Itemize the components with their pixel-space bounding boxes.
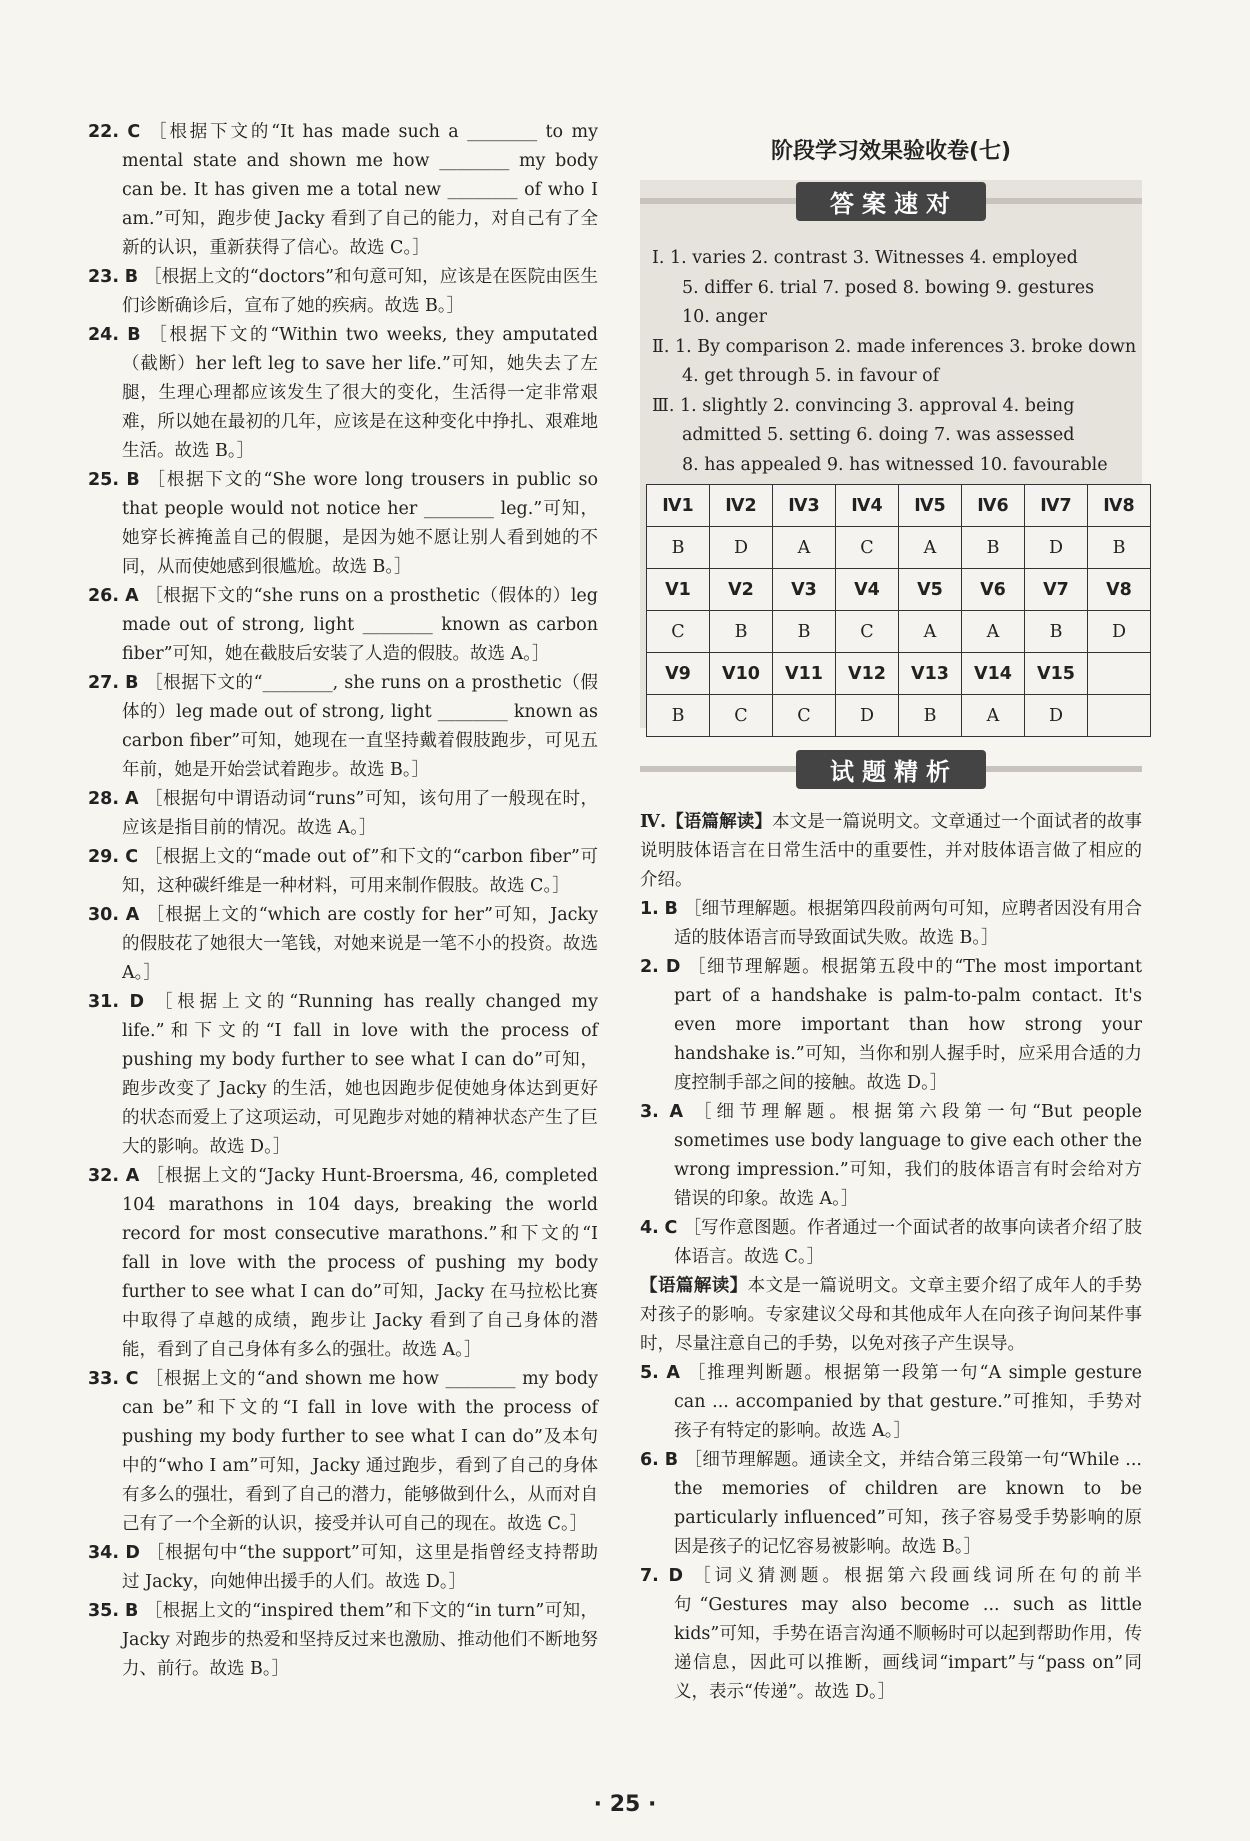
answer-item (88, 1162, 598, 1365)
item-number: 27. (88, 673, 120, 693)
item-explanation: ［根据下文的“It has made such a ________ to my mental state and shown me how ________ my body can be. It has given me a total new ________ of who I am.”可知，跑步使 Jacky 看到了自己的能力，对自己有了全新的认识，重新获得了信心。故选 C。］ (122, 122, 598, 258)
answer-item (88, 988, 598, 1162)
item-answer: A (125, 905, 140, 925)
item-explanation: ［根据句中“the support”可知，这里是指曾经支持帮助过 Jacky，向她伸出援手的人们。故选 D。］ (122, 1543, 598, 1592)
answer-line: Ⅲ. 1. slightly 2. convincing 3. approval 4. being (652, 395, 1075, 416)
grid-answer: B (710, 611, 773, 653)
grid-question: Ⅳ4 (836, 485, 899, 527)
answer-item (88, 669, 598, 785)
banner-answers-label: 答案速对 (796, 182, 986, 221)
item-number: 7. (640, 1566, 659, 1586)
item-answer: A (125, 1166, 140, 1186)
item-answer: A (666, 1363, 680, 1383)
answer-line: admitted 5. setting 6. doing 7. was assessed (682, 425, 1075, 445)
grid-question (1088, 653, 1151, 695)
item-number: 1. (640, 899, 659, 919)
item-number: 24. (88, 325, 120, 345)
answer-item (640, 1098, 1142, 1214)
grid-answer: D (1088, 611, 1151, 653)
item-answer: B (127, 325, 141, 345)
item-answer: C (125, 847, 139, 867)
item-explanation: ［根据下文的“Within two weeks, they amputated（截断）her left leg to save her life.”可知，她失去了左腿，生理心理都应该发生了很大的变化，生活得一定非常艰难，所以她在最初的几年，应该是在这种变化中挣扎、艰难地生活。故选 B。］ (122, 325, 598, 461)
answer-item (88, 582, 598, 669)
grid-question: Ⅴ8 (1088, 569, 1151, 611)
grid-answer: A (899, 527, 962, 569)
grid-answer: D (836, 695, 899, 737)
item-answer: C (664, 1218, 678, 1238)
item-explanation: ［细节理解题。根据第五段中的“The most important part of a handshake is palm-to-palm contact. It's even more important than how strong your handshake is.”可知，当你和别人握手时，应采用合适的力度控制手部之间的接触。故选 D。］ (674, 957, 1142, 1093)
answer-line: Ⅱ. 1. By comparison 2. made inferences 3. broke down (652, 336, 1137, 357)
grid-question: Ⅴ2 (710, 569, 773, 611)
grid-answer: D (1025, 527, 1088, 569)
answer-item (88, 843, 598, 901)
item-explanation: ［根据下文的“she runs on a prosthetic（假体的）leg made out of strong, light ________ known as carbon fiber”可知，她在截肢后安装了人造的假肢。故选 A。］ (122, 586, 598, 664)
passage-summary (640, 1272, 1142, 1359)
item-number: 2. (640, 957, 659, 977)
grid-question: Ⅳ3 (773, 485, 836, 527)
grid-answer: C (647, 611, 710, 653)
passage-tag: 【语篇解读】 (640, 1276, 748, 1296)
item-number: 25. (88, 470, 120, 490)
item-number: 22. (88, 122, 120, 142)
answer-item (640, 1446, 1142, 1562)
item-explanation: ［根据下文的“She wore long trousers in public so that people would not notice her ________ leg.”可知，她穿长裤掩盖自己的假腿，是因为她不愿让别人看到她的不同，从而使她感到很尴尬。故选 B。］ (122, 470, 598, 577)
grid-question: Ⅳ1 (647, 485, 710, 527)
grid-question: Ⅳ6 (962, 485, 1025, 527)
grid-answer: B (1088, 527, 1151, 569)
item-answer: B (126, 470, 140, 490)
item-explanation: ［细节理解题。根据第四段前两句可知，应聘者因没有用合适的肢体语言而导致面试失败。故选 B。］ (674, 899, 1142, 948)
item-answer: B (124, 1601, 139, 1621)
answer-line: 8. has appealed 9. has witnessed 10. favourable (682, 454, 1108, 475)
banner-analysis-label: 试题精析 (796, 750, 986, 789)
grid-question: Ⅴ4 (836, 569, 899, 611)
answer-item (88, 263, 598, 321)
item-explanation: ［写作意图题。作者通过一个面试者的故事向读者介绍了肢体语言。故选 C。］ (674, 1218, 1142, 1267)
item-answer: C (127, 122, 141, 142)
grid-answer: B (1025, 611, 1088, 653)
grid-question: Ⅴ5 (899, 569, 962, 611)
grid-question: Ⅴ15 (1025, 653, 1088, 695)
right-column (640, 808, 1142, 1707)
item-answer: B (664, 1450, 679, 1470)
item-explanation: ［词义猜测题。根据第六段画线词所在句的前半句“Gestures may also become ... such as little kids”可知，手势在语言沟通不顺畅时可以起到帮助作用，传递信息，因此可以推断，画线词“impart”与“pass on”同义，表示“传递”。故选 D。］ (674, 1566, 1142, 1702)
answer-line: 10. anger (682, 307, 768, 327)
grid-answer: C (836, 527, 899, 569)
grid-question: Ⅴ1 (647, 569, 710, 611)
grid-question: Ⅴ10 (710, 653, 773, 695)
grid-answer: A (962, 695, 1025, 737)
answer-item (88, 466, 598, 582)
answer-item (88, 901, 598, 988)
answer-item (88, 321, 598, 466)
item-explanation: ［根据下文的“________, she runs on a prosthetic（假体的）leg made out of strong, light ________ known as carbon fiber”可知，她现在一直坚持戴着假肢跑步，可见五年前，她是开始尝试着跑步。故选 B。］ (122, 673, 598, 780)
answer-grid (646, 484, 1151, 737)
page-title: 阶段学习效果验收卷(七) (770, 139, 1012, 164)
item-number: 34. (88, 1543, 120, 1563)
grid-answer: A (899, 611, 962, 653)
grid-question: Ⅳ2 (710, 485, 773, 527)
grid-answer: C (773, 695, 836, 737)
answer-item (88, 1365, 598, 1539)
answer-item (88, 118, 598, 263)
answer-item (640, 1562, 1142, 1707)
answer-line: 5. differ 6. trial 7. posed 8. bowing 9. gestures (682, 277, 1095, 298)
item-answer: B (125, 673, 139, 693)
item-answer: D (125, 1543, 140, 1563)
banner-analysis (640, 752, 1142, 786)
item-number: 4. (640, 1218, 659, 1238)
answer-line: 4. get through 5. in favour of (682, 366, 940, 386)
grid-question: Ⅴ9 (647, 653, 710, 695)
page-number: · 25 · (593, 1792, 657, 1817)
grid-answer: C (836, 611, 899, 653)
item-explanation: ［根据上文的“inspired them”和下文的“in turn”可知，Jacky 对跑步的热爱和坚持反过来也激励、推动他们不断地努力、前行。故选 B。］ (122, 1601, 598, 1679)
item-number: 33. (88, 1369, 120, 1389)
answer-item (88, 785, 598, 843)
item-number: 29. (88, 847, 120, 867)
item-answer: D (668, 1566, 683, 1586)
item-number: 31. (88, 992, 120, 1012)
item-answer: B (664, 899, 678, 919)
answer-item (640, 895, 1142, 953)
grid-question: Ⅴ6 (962, 569, 1025, 611)
item-number: 3. (640, 1102, 659, 1122)
item-answer: D (129, 992, 144, 1012)
item-number: 5. (640, 1363, 659, 1383)
grid-question: Ⅴ12 (836, 653, 899, 695)
item-explanation: ［根据上文的“made out of”和下文的“carbon fiber”可知，这种碳纤维是一种材料，可用来制作假肢。故选 C。］ (122, 847, 598, 896)
grid-answer: C (710, 695, 773, 737)
answer-line: Ⅰ. 1. varies 2. contrast 3. Witnesses 4. employed (652, 248, 1078, 268)
passage-tag: Ⅳ.【语篇解读】 (640, 812, 772, 832)
item-explanation: ［根据上文的“which are costly for her”可知，Jacky 的假肢花了她很大一笔钱，对她来说是一笔不小的投资。故选 A。］ (122, 905, 598, 983)
grid-answer: B (773, 611, 836, 653)
passage-text: 本文是一篇说明文。文章主要介绍了成年人的手势对孩子的影响。专家建议父母和其他成年人在向孩子询问某件事时，尽量注意自己的手势，以免对孩子产生误导。 (640, 1276, 1143, 1354)
answer-item (640, 953, 1142, 1098)
answer-lines (652, 244, 1142, 480)
item-explanation: ［细节理解题。通读全文，并结合第三段第一句“While ... the memories of children are known to be particularly influenced”可知，孩子容易受手势影响的原因是孩子的记忆容易被影响。故选 B。］ (674, 1450, 1142, 1557)
item-explanation: ［细节理解题。根据第六段第一句“But people sometimes use body language to give each other the wrong impression.”可知，我们的肢体语言有时会给对方错误的印象。故选 A。］ (674, 1102, 1142, 1209)
passage-text: 本文是一篇说明文。文章通过一个面试者的故事说明肢体语言在日常生活中的重要性，并对肢体语言做了相应的介绍。 (640, 812, 1143, 890)
grid-answer: B (899, 695, 962, 737)
grid-question: Ⅳ8 (1088, 485, 1151, 527)
grid-answer: B (962, 527, 1025, 569)
grid-answer (1088, 695, 1151, 737)
grid-answer: A (962, 611, 1025, 653)
answer-item (88, 1539, 598, 1597)
passage-summary (640, 808, 1142, 895)
grid-answer: B (647, 527, 710, 569)
grid-question: Ⅳ5 (899, 485, 962, 527)
grid-question: Ⅴ11 (773, 653, 836, 695)
grid-question: Ⅴ14 (962, 653, 1025, 695)
grid-question: Ⅴ7 (1025, 569, 1088, 611)
item-explanation: ［根据上文的“doctors”和句意可知，应该是在医院由医生们诊断确诊后，宣布了她的疾病。故选 B。］ (122, 267, 598, 316)
item-explanation: ［根据上文的“and shown me how ________ my body can be”和下文的“I fall in love with the process of pushing my body further to see what I can do”及本句中的“who I am”可知，Jacky 通过跑步，看到了自己的身体有多么的强壮，看到了自己的潜力，能够做到什么，从而对自己有了一个全新的认识，接受并认可自己的现在。故选 C。］ (122, 1369, 598, 1534)
item-answer: B (124, 267, 139, 287)
banner-answers (640, 184, 1142, 218)
answer-item (640, 1359, 1142, 1446)
left-column (88, 118, 598, 1684)
item-answer: A (125, 789, 139, 809)
item-number: 6. (640, 1450, 659, 1470)
grid-answer: B (647, 695, 710, 737)
item-number: 26. (88, 586, 120, 606)
item-answer: A (125, 586, 139, 606)
grid-answer: A (773, 527, 836, 569)
grid-question: Ⅴ13 (899, 653, 962, 695)
grid-question: Ⅴ3 (773, 569, 836, 611)
grid-answer: D (710, 527, 773, 569)
item-number: 28. (88, 789, 120, 809)
item-number: 32. (88, 1166, 120, 1186)
item-number: 30. (88, 905, 120, 925)
item-number: 35. (88, 1601, 120, 1621)
grid-question: Ⅳ7 (1025, 485, 1088, 527)
answer-item (640, 1214, 1142, 1272)
answer-item (88, 1597, 598, 1684)
item-explanation: ［根据上文的“Running has really changed my life.”和下文的“I fall in love with the process of pushing my body further to see what I can do”可知，跑步改变了 Jacky 的生活，她也因跑步促使她身体达到更好的状态而爱上了这项运动，可见跑步对她的精神状态产生了巨大的影响。故选 D。］ (122, 992, 598, 1157)
item-explanation: ［推理判断题。根据第一段第一句“A simple gesture can ... accompanied by that gesture.”可推知，手势对孩子有特定的影响。故选 A。］ (674, 1363, 1142, 1441)
item-number: 23. (88, 267, 120, 287)
item-answer: A (669, 1102, 683, 1122)
item-explanation: ［根据句中谓语动词“runs”可知，该句用了一般现在时，应该是指目前的情况。故选 A。］ (122, 789, 598, 838)
grid-answer: D (1025, 695, 1088, 737)
item-answer: C (125, 1369, 139, 1389)
item-answer: D (665, 957, 681, 977)
item-explanation: ［根据上文的“Jacky Hunt-Broersma, 46, completed 104 marathons in 104 days, breaking the world record for most consecutive marathons.”和下文的“I fall in love with the process of pushing my body further to see what I can do”可知，Jacky 在马拉松比赛中取得了卓越的成绩，跑步让 Jacky 看到了自己身体的潜能，看到了自己身体有多么的强壮。故选 A。］ (122, 1166, 598, 1360)
